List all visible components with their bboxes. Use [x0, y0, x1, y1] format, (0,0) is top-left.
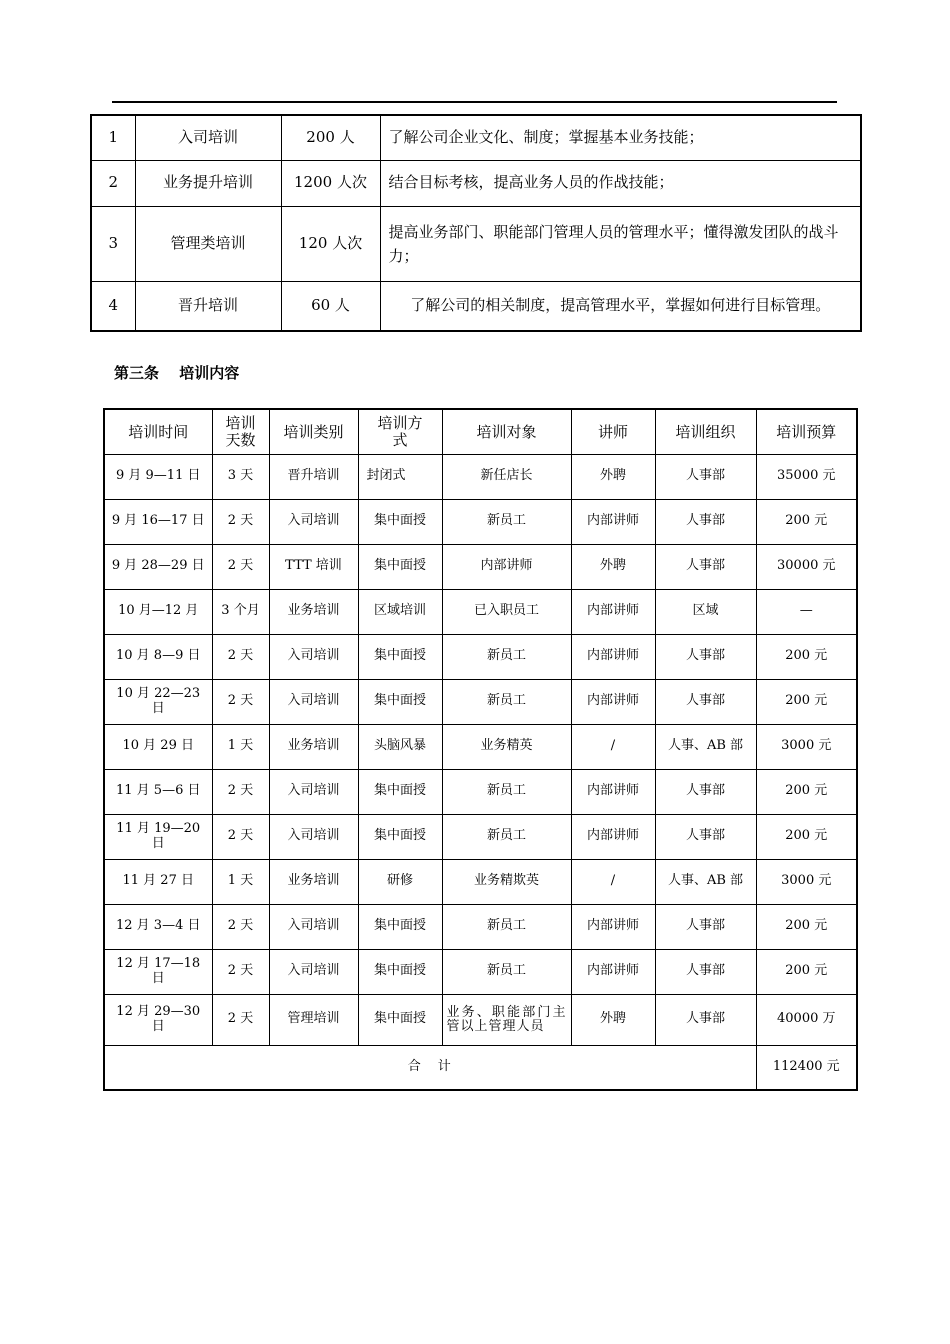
schedule-date: 10 月—12 月: [104, 589, 212, 634]
table-row: [104, 949, 857, 994]
schedule-lecturer: /: [571, 724, 655, 769]
schedule-days: 2 天: [212, 904, 269, 949]
schedule-days: 3 天: [212, 454, 269, 499]
schedule-days: 1 天: [212, 724, 269, 769]
schedule-category: 入司培训: [269, 499, 358, 544]
schedule-category: 入司培训: [269, 904, 358, 949]
schedule-date: 9 月 9—11 日: [104, 454, 212, 499]
participant-count: 120 人次: [281, 206, 380, 281]
schedule-method: 集中面授: [358, 544, 442, 589]
row-number: 4: [91, 281, 135, 331]
schedule-target: 业务精英: [442, 724, 571, 769]
schedule-target: 业务精欺英: [442, 859, 571, 904]
total-label: 合 计: [104, 1045, 756, 1090]
schedule-budget: 200 元: [756, 949, 857, 994]
schedule-days: 2 天: [212, 679, 269, 724]
schedule-days: 2 天: [212, 769, 269, 814]
schedule-organizer: 人事部: [655, 904, 756, 949]
schedule-method: 集中面授: [358, 994, 442, 1045]
schedule-category: 晋升培训: [269, 454, 358, 499]
schedule-method: 集中面授: [358, 814, 442, 859]
training-type: 晋升培训: [135, 281, 281, 331]
schedule-target: 已入职员工: [442, 589, 571, 634]
section-title: 第三条 培训内容: [114, 364, 240, 382]
header-days: 培训天数: [212, 409, 269, 454]
schedule-category: 业务培训: [269, 589, 358, 634]
header-lecturer: 讲师: [571, 409, 655, 454]
table-row: [104, 634, 857, 679]
table-row: [104, 679, 857, 724]
table-row: [104, 724, 857, 769]
schedule-lecturer: 外聘: [571, 454, 655, 499]
schedule-category: 入司培训: [269, 634, 358, 679]
schedule-target: 新员工: [442, 769, 571, 814]
header-category: 培训类别: [269, 409, 358, 454]
schedule-lecturer: 内部讲师: [571, 589, 655, 634]
schedule-date: 10 月 8—9 日: [104, 634, 212, 679]
schedule-category: 管理培训: [269, 994, 358, 1045]
participant-count: 60 人: [281, 281, 380, 331]
schedule-organizer: 人事部: [655, 679, 756, 724]
training-summary-table: [90, 114, 862, 332]
schedule-date: 12 月 3—4 日: [104, 904, 212, 949]
table-row: [91, 281, 861, 331]
header-target: 培训对象: [442, 409, 571, 454]
table-row: [104, 454, 857, 499]
schedule-date: 10 月 29 日: [104, 724, 212, 769]
participant-count: 200 人: [281, 115, 380, 160]
row-number: 3: [91, 206, 135, 281]
schedule-budget: 3000 元: [756, 859, 857, 904]
training-type: 业务提升培训: [135, 160, 281, 206]
schedule-lecturer: 外聘: [571, 544, 655, 589]
schedule-organizer: 人事部: [655, 499, 756, 544]
schedule-date: 9 月 16—17 日: [104, 499, 212, 544]
schedule-budget: —: [756, 589, 857, 634]
header-organizer: 培训组织: [655, 409, 756, 454]
schedule-days: 2 天: [212, 544, 269, 589]
schedule-category: 入司培训: [269, 814, 358, 859]
total-value: 112400 元: [756, 1045, 857, 1090]
schedule-category: 入司培训: [269, 949, 358, 994]
table-row: [91, 160, 861, 206]
schedule-budget: 200 元: [756, 499, 857, 544]
training-schedule-table: [103, 408, 858, 1091]
schedule-method: 集中面授: [358, 679, 442, 724]
schedule-method: 集中面授: [358, 634, 442, 679]
schedule-lecturer: 内部讲师: [571, 499, 655, 544]
schedule-days: 3 个月: [212, 589, 269, 634]
table-row: [104, 904, 857, 949]
training-description: 结合目标考核，提高业务人员的作战技能；: [380, 160, 861, 206]
schedule-budget: 200 元: [756, 814, 857, 859]
schedule-organizer: 人事部: [655, 994, 756, 1045]
schedule-date: 10 月 22—23 日: [104, 679, 212, 724]
schedule-target: 新员工: [442, 499, 571, 544]
schedule-method: 研修: [358, 859, 442, 904]
schedule-method: 集中面授: [358, 949, 442, 994]
schedule-budget: 200 元: [756, 769, 857, 814]
table-row: [104, 544, 857, 589]
schedule-date: 11 月 5—6 日: [104, 769, 212, 814]
schedule-organizer: 人事、AB 部: [655, 724, 756, 769]
schedule-date: 9 月 28—29 日: [104, 544, 212, 589]
schedule-target: 新员工: [442, 949, 571, 994]
table-row: [104, 814, 857, 859]
header-row: [104, 409, 857, 454]
schedule-budget: 40000 万: [756, 994, 857, 1045]
schedule-lecturer: 内部讲师: [571, 814, 655, 859]
header-rule: [112, 101, 837, 103]
schedule-target: 新员工: [442, 814, 571, 859]
training-type: 入司培训: [135, 115, 281, 160]
schedule-category: TTT 培训: [269, 544, 358, 589]
schedule-days: 2 天: [212, 994, 269, 1045]
schedule-lecturer: 内部讲师: [571, 634, 655, 679]
table-row: [104, 589, 857, 634]
schedule-date: 12 月 17—18 日: [104, 949, 212, 994]
schedule-organizer: 人事部: [655, 634, 756, 679]
table-row: [91, 115, 861, 160]
schedule-organizer: 人事部: [655, 544, 756, 589]
table-row: [104, 994, 857, 1045]
schedule-lecturer: 外聘: [571, 994, 655, 1045]
header-time: 培训时间: [104, 409, 212, 454]
row-number: 2: [91, 160, 135, 206]
schedule-target: 新员工: [442, 634, 571, 679]
total-row: [104, 1045, 857, 1090]
schedule-organizer: 人事部: [655, 814, 756, 859]
schedule-budget: 30000 元: [756, 544, 857, 589]
schedule-method: 头脑风暴: [358, 724, 442, 769]
schedule-target: 内部讲师: [442, 544, 571, 589]
training-description: 提高业务部门、职能部门管理人员的管理水平；懂得激发团队的战斗力；: [380, 206, 861, 281]
schedule-method: 集中面授: [358, 904, 442, 949]
schedule-days: 1 天: [212, 859, 269, 904]
schedule-organizer: 区域: [655, 589, 756, 634]
schedule-days: 2 天: [212, 499, 269, 544]
table-row: [104, 859, 857, 904]
table-row: [104, 499, 857, 544]
schedule-method: 集中面授: [358, 499, 442, 544]
schedule-category: 业务培训: [269, 859, 358, 904]
row-number: 1: [91, 115, 135, 160]
schedule-method: 区域培训: [358, 589, 442, 634]
schedule-organizer: 人事部: [655, 769, 756, 814]
schedule-target: 业务、职能部门主管以上管理人员: [442, 994, 571, 1045]
schedule-method: 集中面授: [358, 769, 442, 814]
schedule-date: 12 月 29—30 日: [104, 994, 212, 1045]
schedule-budget: 200 元: [756, 679, 857, 724]
schedule-category: 业务培训: [269, 724, 358, 769]
schedule-days: 2 天: [212, 949, 269, 994]
schedule-category: 入司培训: [269, 679, 358, 724]
schedule-budget: 3000 元: [756, 724, 857, 769]
schedule-lecturer: 内部讲师: [571, 904, 655, 949]
schedule-date: 11 月 27 日: [104, 859, 212, 904]
schedule-lecturer: /: [571, 859, 655, 904]
schedule-target: 新员工: [442, 904, 571, 949]
schedule-target: 新员工: [442, 679, 571, 724]
schedule-budget: 35000 元: [756, 454, 857, 499]
participant-count: 1200 人次: [281, 160, 380, 206]
training-type: 管理类培训: [135, 206, 281, 281]
training-description: 了解公司的相关制度，提高管理水平，掌握如何进行目标管理。: [380, 281, 861, 331]
header-budget: 培训预算: [756, 409, 857, 454]
schedule-category: 入司培训: [269, 769, 358, 814]
schedule-days: 2 天: [212, 634, 269, 679]
table-row: [104, 769, 857, 814]
schedule-lecturer: 内部讲师: [571, 679, 655, 724]
schedule-method: 封闭式: [358, 454, 442, 499]
schedule-organizer: 人事、AB 部: [655, 859, 756, 904]
training-description: 了解公司企业文化、制度；掌握基本业务技能；: [380, 115, 861, 160]
schedule-organizer: 人事部: [655, 949, 756, 994]
schedule-lecturer: 内部讲师: [571, 949, 655, 994]
schedule-target: 新任店长: [442, 454, 571, 499]
schedule-date: 11 月 19—20 日: [104, 814, 212, 859]
schedule-days: 2 天: [212, 814, 269, 859]
schedule-budget: 200 元: [756, 904, 857, 949]
header-method: 培训方式: [358, 409, 442, 454]
schedule-budget: 200 元: [756, 634, 857, 679]
schedule-organizer: 人事部: [655, 454, 756, 499]
table-row: [91, 206, 861, 281]
schedule-lecturer: 内部讲师: [571, 769, 655, 814]
